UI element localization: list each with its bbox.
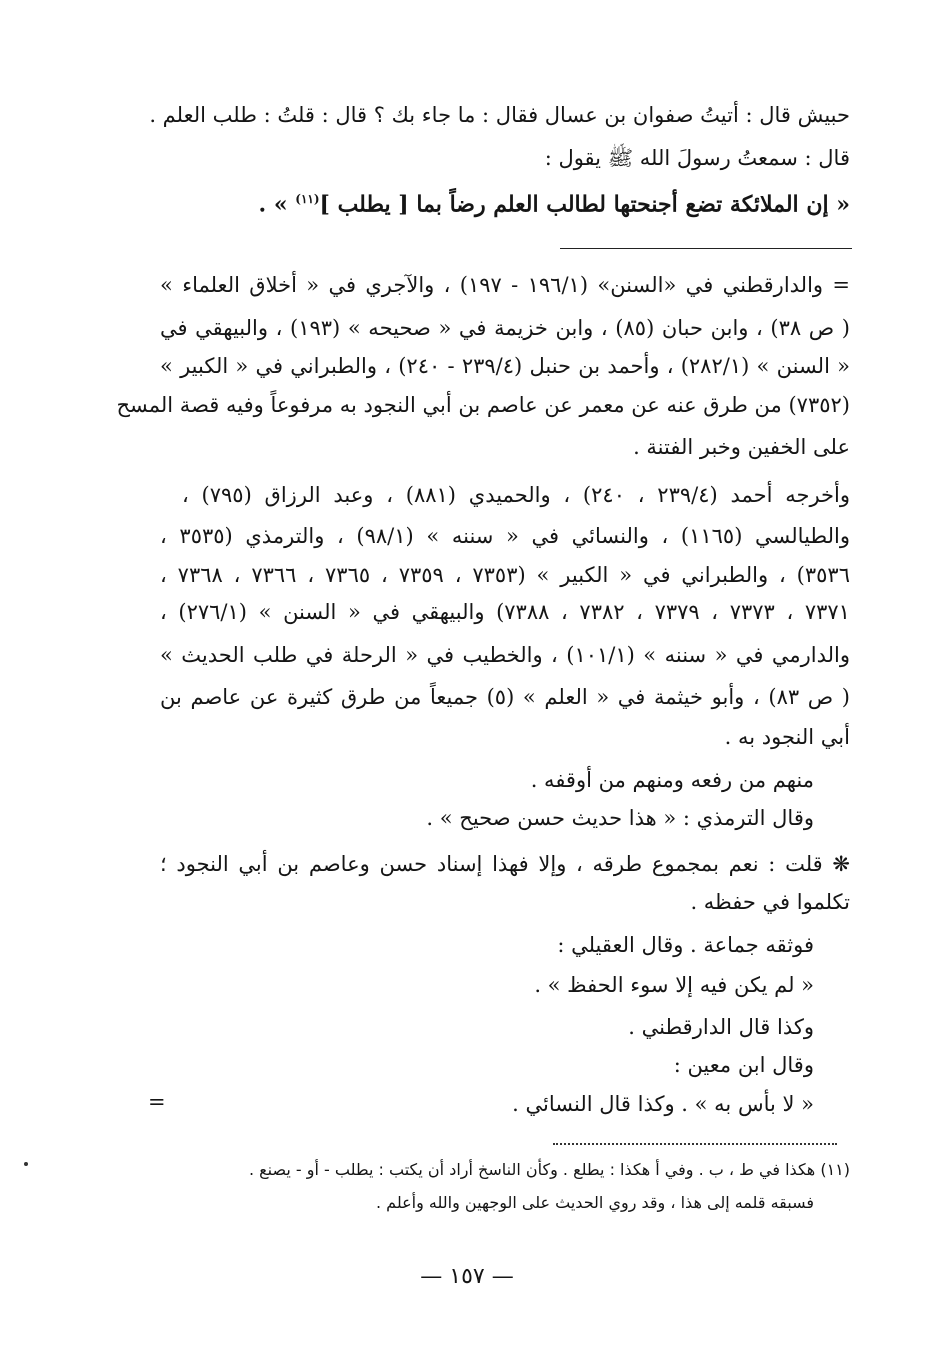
takhrij-line: ( ص ٨٣) ، وأبو خيثمة في « العلم » (٥) جميعاً من طرق كثيرة عن عاصم بن <box>160 685 850 709</box>
footnote-ref-marker: (١١) <box>295 192 320 206</box>
takhrij-line: فوثقه جماعة . وقال العقيلي : <box>557 933 814 957</box>
takhrij-line: « لم يكن فيه إلا سوء الحفظ » . <box>534 973 814 997</box>
takhrij-line: والدارمي في « سننه » (١٠١/١) ، والخطيب في « الرحلة في طلب الحديث » <box>160 643 850 667</box>
takhrij-line: منهم من رفعه ومنهم من أوقفه . <box>530 768 814 792</box>
takhrij-line: « السنن » (٢٨٢/١) ، وأحمد بن حنبل (٢٣٩/٤ - ٢٤٠) ، والطبراني في « الكبير » <box>160 354 850 378</box>
main-text-line-2: قال : سمعتُ رسولَ الله ﷺ يقول : <box>544 146 850 170</box>
takhrij-line: ❋ قلت : نعم بمجموع طرقه ، وإلا فهذا إسناد حسن وعاصم بن أبي النجود ؛ <box>160 852 850 876</box>
page-speck <box>24 1162 28 1166</box>
takhrij-line: ٣٥٣٦) ، والطبراني في « الكبير » (٧٣٥٣ ، ٧٣٥٩ ، ٧٣٦٥ ، ٧٣٦٦ ، ٧٣٦٨ ، <box>160 563 850 587</box>
takhrij-line: ( ص ٣٨) ، وابن حبان (٨٥) ، وابن خزيمة في « صحيحه » (١٩٣) ، والبيهقي في <box>160 316 850 340</box>
hadith-text: « إن الملائكة تضع أجنحتها لطالب العلم رضاً بما [ يطلب ] <box>319 191 850 218</box>
takhrij-line: « لا بأس به » . وكذا قال النسائي . <box>512 1092 814 1116</box>
takhrij-line: أبي النجود به . <box>724 725 850 749</box>
takhrij-line: على الخفين وخبر الفتنة . <box>633 435 850 459</box>
takhrij-line: ٧٣٧١ ، ٧٣٧٣ ، ٧٣٧٩ ، ٧٣٨٢ ، ٧٣٨٨) والبيهقي في « السنن » (٢٧٦/١) ، <box>160 600 850 624</box>
takhrij-line: وكذا قال الدارقطني . <box>628 1015 814 1039</box>
takhrij-line: وقال ابن معين : <box>673 1053 814 1077</box>
takhrij-line: وأخرجه أحمد (٢٣٩/٤ ، ٢٤٠) ، والحميدي (٨٨١) ، وعبد الرزاق (٧٩٥) ، <box>182 483 850 507</box>
main-text-line-1: حبيش قال : أتيتُ صفوان بن عسال فقال : ما جاء بك ؟ قال : قلتُ : طلب العلم . <box>149 103 850 127</box>
takhrij-line: (٧٣٥٢) من طرق عنه عن معمر عن عاصم بن أبي النجود به مرفوعاً وفيه قصة المسح <box>116 393 850 417</box>
takhrij-line: والطيالسي (١١٦٥) ، والنسائي في « سننه » (٩٨/١) ، والترمذي (٣٥٣٥ ، <box>160 524 851 548</box>
hadith-quote <box>259 184 851 219</box>
footnote-line-2: فسبقه قلمه إلى هذا ، وقد روي الحديث على الوجهين والله وأعلم . <box>376 1193 814 1212</box>
page-number: — ١٥٧ — <box>420 1264 514 1289</box>
footnote-dotted-rule <box>553 1143 837 1145</box>
footnote-line-1: (١١) هكذا في ط ، ب . وفي أ هكذا : يطلع . وكأن الناسخ أراد أن يكتب : يطلب - أو - يصنع . <box>248 1160 850 1179</box>
takhrij-line: وقال الترمذي : « هذا حديث حسن صحيح » . <box>426 806 814 830</box>
footnote-separator-rule <box>560 248 852 249</box>
continuation-mark: = <box>148 1090 166 1114</box>
takhrij-line: تكلموا في حفظه . <box>690 890 850 914</box>
hadith-end: » . <box>258 191 288 218</box>
takhrij-line: = والدارقطني في «السنن» (١٩٦/١ - ١٩٧) ، والآجري في « أخلاق العلماء » <box>160 273 850 297</box>
